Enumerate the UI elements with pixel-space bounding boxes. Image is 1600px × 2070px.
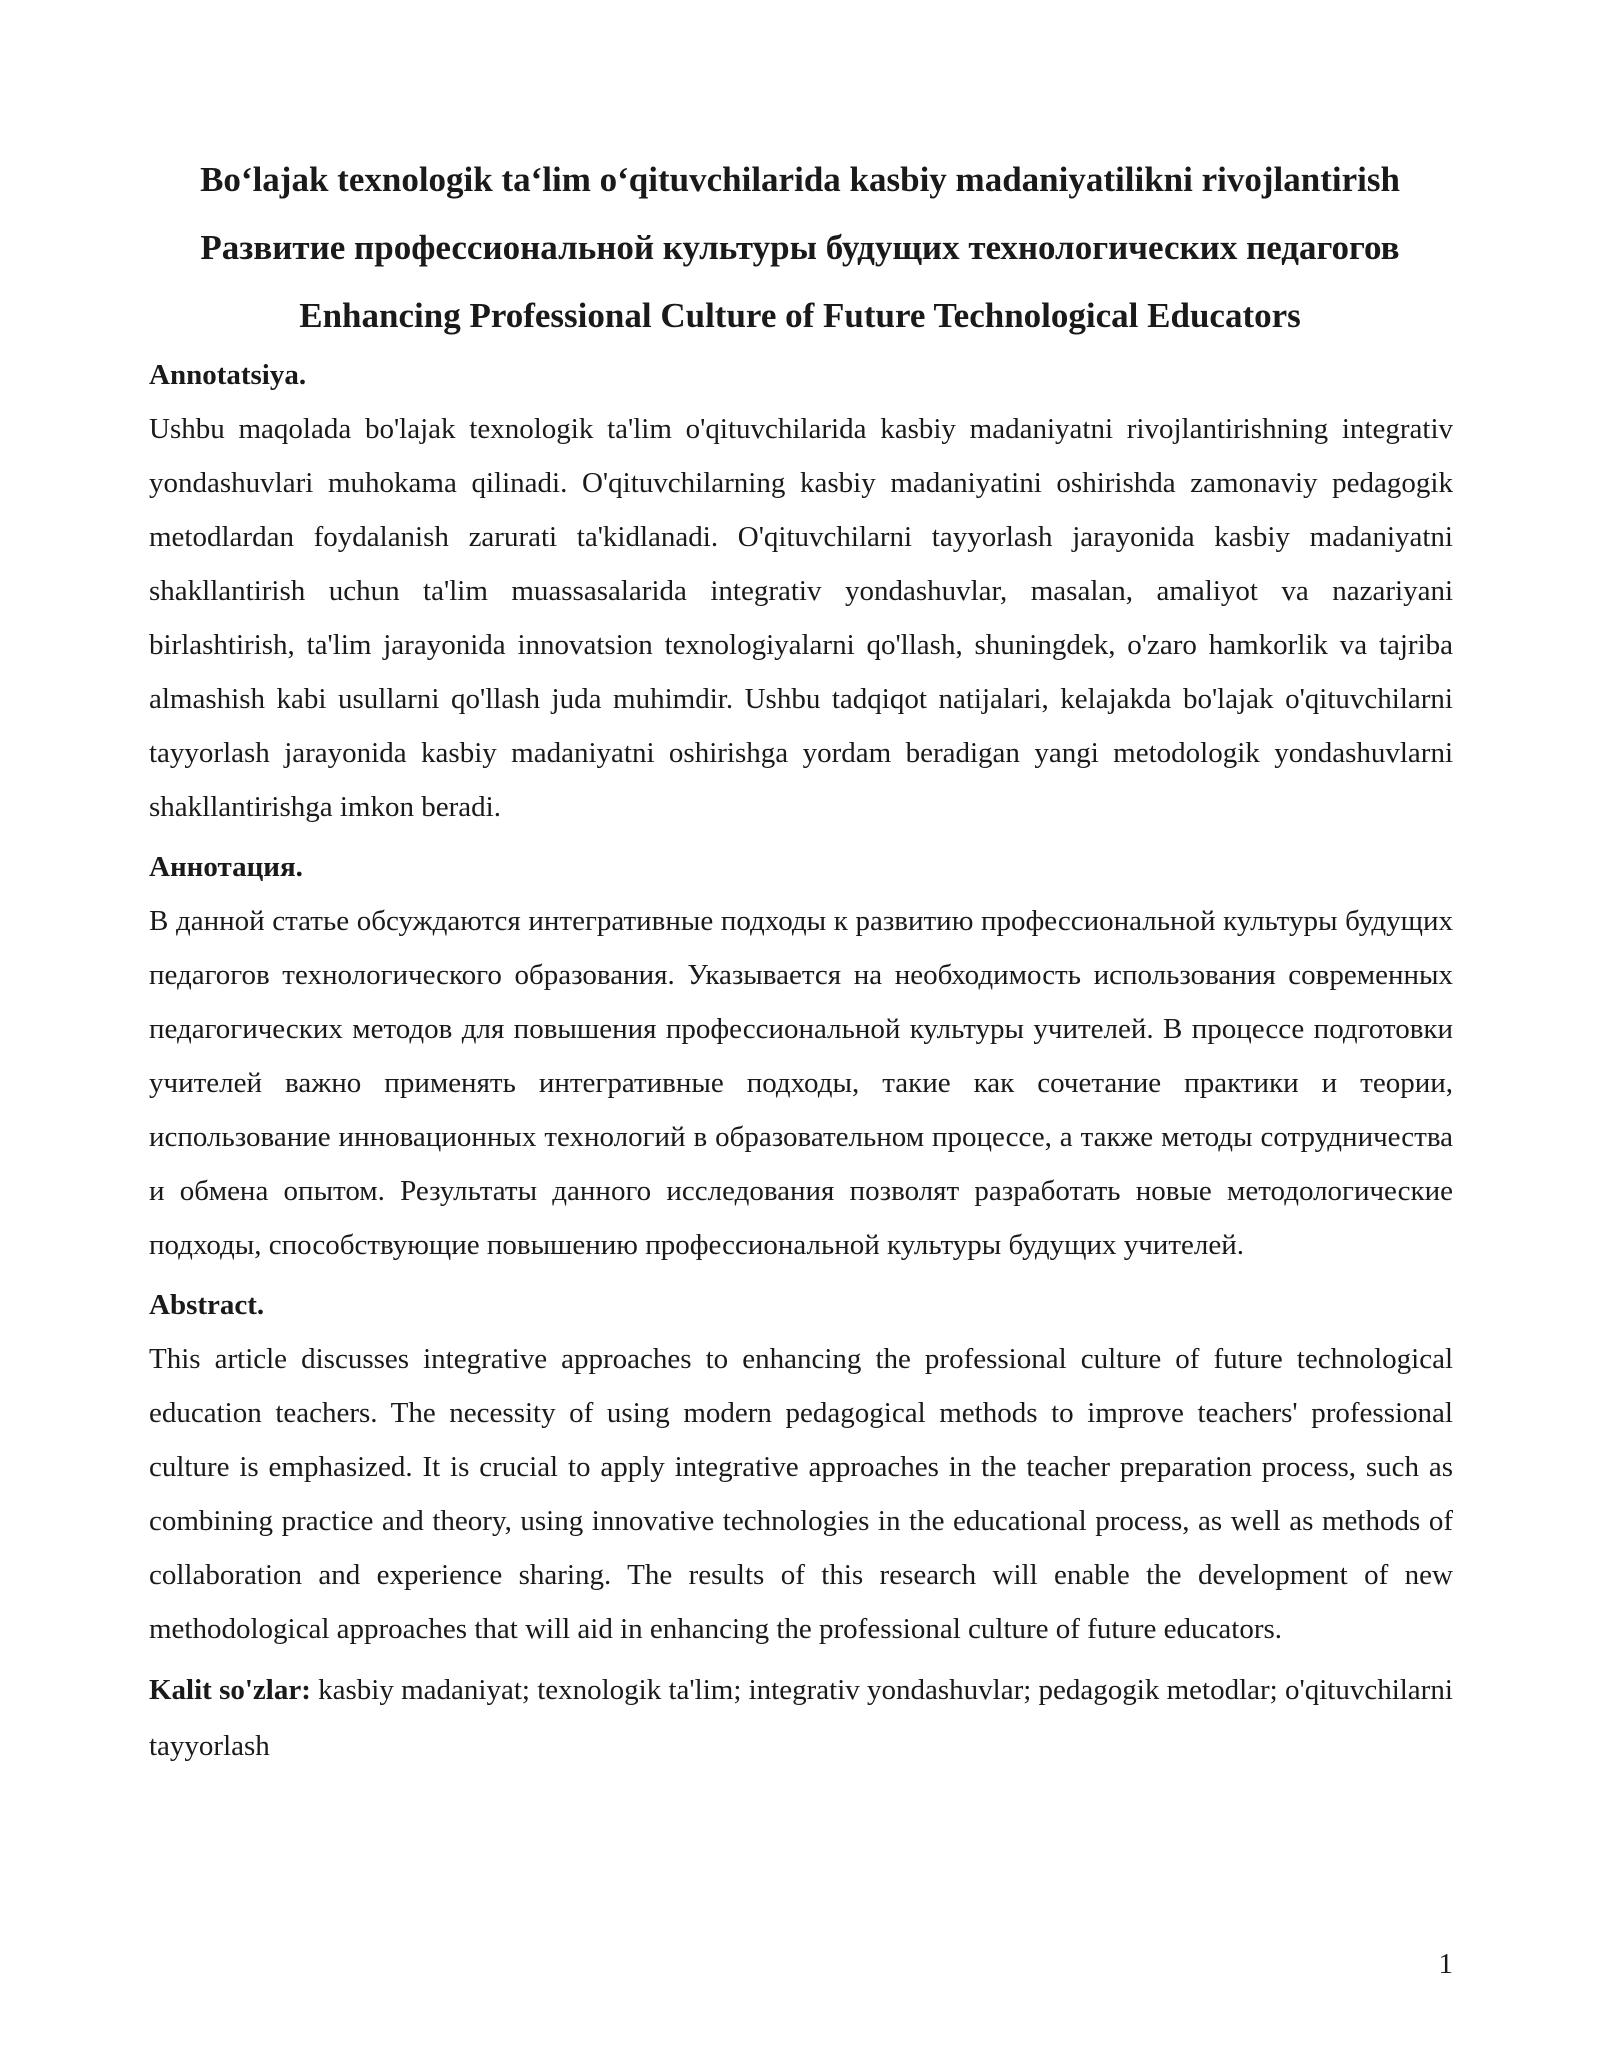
keywords-text: kasbiy madaniyat; texnologik ta'lim; integrativ yondashuvlar; pedagogik metodlar; o'qituvchilarni tayyorlash xyxy=(149,1674,1453,1762)
abstract-content xyxy=(149,348,1453,1774)
title-block xyxy=(100,146,1500,350)
english-abstract-heading: Abstract. xyxy=(149,1289,265,1321)
russian-abstract-heading: Аннотация. xyxy=(149,851,303,883)
title-english: Enhancing Professional Culture of Future Technological Educators xyxy=(299,296,1301,335)
keywords-label: Kalit so'zlar: xyxy=(149,1674,311,1706)
uzbek-abstract-heading: Annotatsiya. xyxy=(149,359,307,391)
uzbek-abstract-text: Ushbu maqolada bo'lajak texnologik ta'lim o'qituvchilarida kasbiy madaniyatni rivojlantirishning integrativ yondashuvlari muhokama qilinadi. O'qituvchilarning kasbiy madaniyatini oshirishda zamonaviy pedagogik metodlardan foydalanish zarurati ta'kidlanadi. O'qituvchilarni tayyorlash jarayonida kasbiy madaniyatni shakllantirish uchun ta'lim muassasalarida integrativ yondashuvlar, masalan, amaliyot va nazariyani birlashtirish, ta'lim jarayonida innovatsion texnologiyalarni qo'llash, shuningdek, o'zaro hamkorlik va tajriba almashish kabi usullarni qo'llash juda muhimdir. Ushbu tadqiqot natijalari, kelajakda bo'lajak o'qituvchilarni tayyorlash jarayonida kasbiy madaniyatni oshirishga yordam beradigan yangi metodologik yondashuvlarni shakllantirishga imkon beradi. xyxy=(149,413,1453,823)
english-abstract-text: This article discusses integrative approaches to enhancing the professional culture of future technological education teachers. The necessity of using modern pedagogical methods to improve teachers' professional culture is emphasized. It is crucial to apply integrative approaches in the teacher preparation process, such as combining practice and theory, using innovative technologies in the educational process, as well as methods of collaboration and experience sharing. The results of this research will enable the development of new methodological approaches that will aid in enhancing the professional culture of future educators. xyxy=(149,1343,1453,1645)
title-uzbek: Boʻlajak texnologik taʻlim oʻqituvchilarida kasbiy madaniyatilikni rivojlantirish xyxy=(200,160,1400,199)
title-russian: Развитие профессиональной культуры будущих технологических педагогов xyxy=(200,228,1400,267)
page-number: 1 xyxy=(1438,1948,1453,1980)
russian-abstract-text: В данной статье обсуждаются интегративные подходы к развитию профессиональной культуры будущих педагогов технологического образования. Указывается на необходимость использования современных педагогических методов для повышения профессиональной культуры учителей. В процессе подготовки учителей важно применять интегративные подходы, такие как сочетание практики и теории, использование инновационных технологий в образовательном процессе, а также методы сотрудничества и обмена опытом. Результаты данного исследования позволят разработать новые методологические подходы, способствующие повышению профессиональной культуры будущих учителей. xyxy=(149,905,1453,1261)
keywords xyxy=(149,1662,1453,1774)
